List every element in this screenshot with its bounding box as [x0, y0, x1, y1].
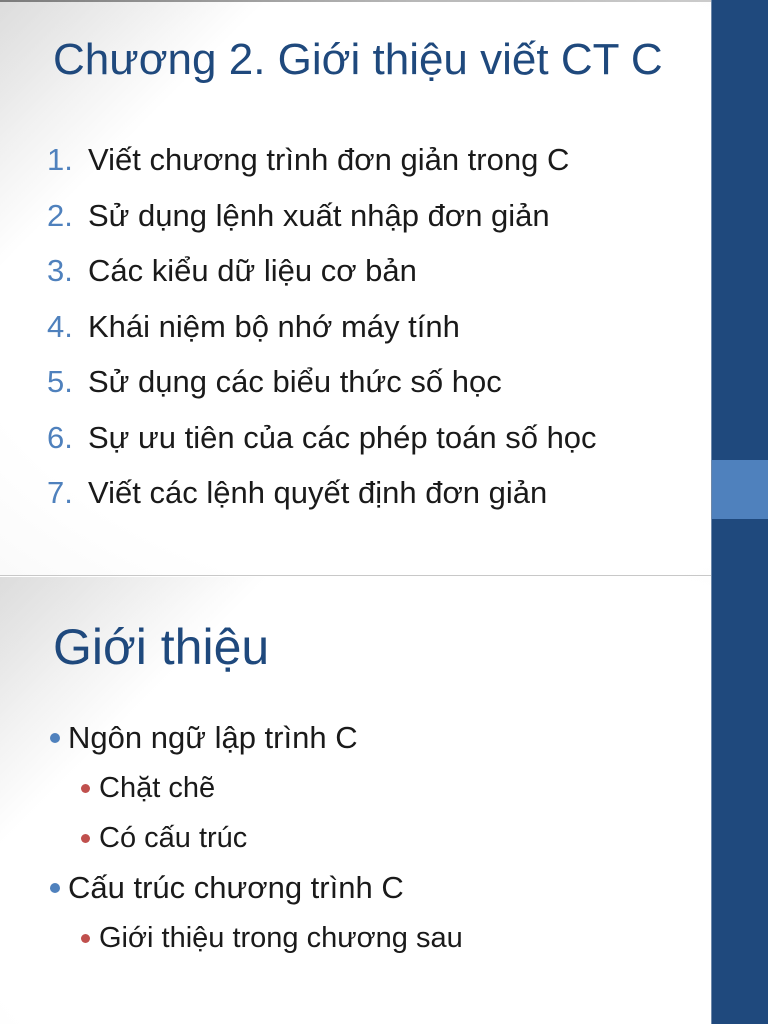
list-item-number: 5. — [47, 364, 73, 399]
bullet-item-text: Giới thiệu trong chương sau — [99, 921, 463, 954]
bullet-item — [0, 813, 680, 863]
slide-top-edge — [0, 0, 768, 2]
list-item — [47, 132, 687, 188]
slide-2-bullet-list — [0, 713, 680, 963]
list-item-text: Sử dụng lệnh xuất nhập đơn giản — [88, 197, 550, 233]
list-item-number: 1. — [47, 142, 73, 177]
slide-2 — [0, 577, 768, 1024]
list-item-text: Viết chương trình đơn giản trong C — [88, 142, 570, 177]
list-item-text: Sử dụng các biểu thức số học — [88, 364, 502, 399]
list-item-number: 4. — [47, 308, 73, 344]
list-item-text: Sự ưu tiên của các phép toán số học — [88, 419, 597, 455]
list-item-number: 3. — [47, 253, 73, 288]
bullet-item-text: Cấu trúc chương trình C — [68, 870, 404, 905]
list-item-number: 7. — [47, 475, 73, 510]
list-item-text: Các kiểu dữ liệu cơ bản — [88, 253, 417, 288]
bullet-icon — [50, 733, 60, 743]
bullet-item — [0, 763, 680, 813]
bullet-icon — [50, 883, 60, 893]
bullet-item-text: Ngôn ngữ lập trình C — [68, 720, 358, 755]
bullet-item-text: Chặt chẽ — [99, 771, 216, 804]
bullet-item — [0, 913, 680, 963]
bullet-icon — [81, 934, 90, 943]
bullet-icon — [81, 784, 90, 793]
slide-2-title: Giới thiệu — [53, 619, 270, 675]
bullet-item-text: Có cấu trúc — [99, 821, 248, 854]
list-item-text: Viết các lệnh quyết định đơn giản — [88, 475, 548, 510]
list-item-number: 6. — [47, 419, 73, 455]
slide-1-numbered-list — [47, 132, 687, 521]
list-item — [47, 354, 687, 410]
slide-divider — [0, 575, 711, 576]
list-item — [47, 410, 687, 466]
list-item-number: 2. — [47, 197, 73, 233]
list-item — [47, 299, 687, 355]
slide-1-title: Chương 2. Giới thiệu viết CT C — [53, 35, 663, 84]
accent-band — [712, 460, 768, 519]
list-item — [47, 188, 687, 244]
bullet-icon — [81, 834, 90, 843]
list-item — [47, 465, 687, 521]
list-item — [47, 243, 687, 299]
list-item-text: Khái niệm bộ nhớ máy tính — [88, 308, 460, 344]
bullet-item — [0, 863, 680, 913]
bullet-item — [0, 713, 680, 763]
right-accent-bar — [711, 0, 768, 1024]
